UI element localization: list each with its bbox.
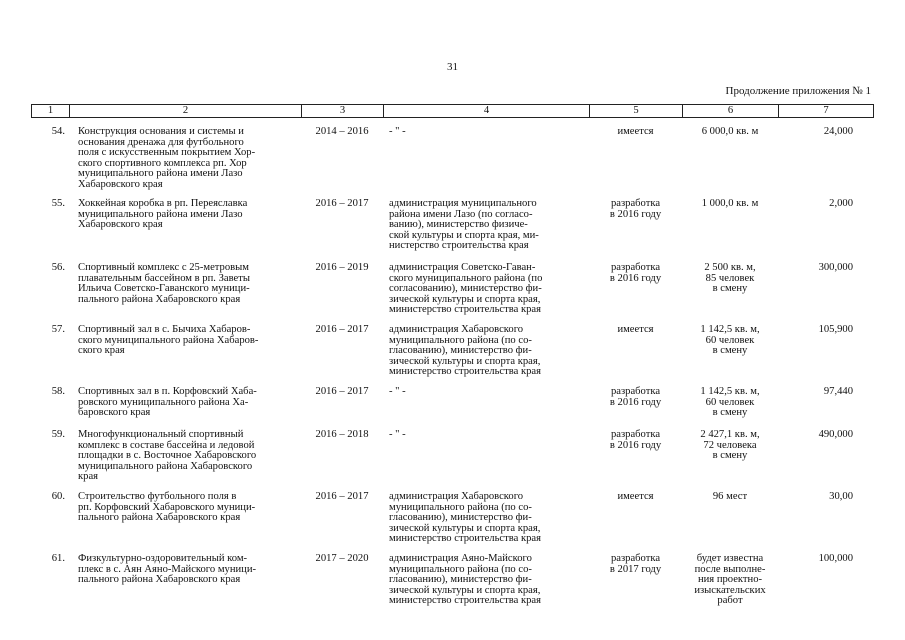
row-number: 59. [51,429,65,440]
object-name: Хоккейная коробка в рп. Переяславка муниципального района имени Лазо Хабаровского края [78,198,248,231]
object-name: Конструкция основания и системы и основания дренажа для футбольного поля с искусственным покрытием Хор- ского спортивного комплекса рп. Хор муниципального района имени Лазо Хабаровского края [78,126,256,190]
executor: - " - [389,429,406,440]
cost-value: 24,000 [823,126,853,137]
cost-value: 300,000 [818,262,853,273]
design-documentation: разработка в 2016 году [609,429,662,451]
design-documentation: имеется [617,324,654,335]
executor: администрация Аяно-Майского муниципального района (по со- гласованию), министерство фи- зической культуры и спорта края, министерство строительства края [389,553,541,607]
row-number: 55. [51,198,65,209]
header-col-2: 2 [70,105,302,118]
executor: администрация Хабаровского муниципального района (по со- гласованию), министерство фи- зической культуры и спорта края, министерство строительства края [389,324,541,378]
row-number: 57. [51,324,65,335]
construction-years: 2016 – 2017 [315,324,369,335]
table-row [31,127,873,199]
table-row [31,492,873,554]
executor: администрация Советско-Гаван- ского муниципального района (по согласованию), министерство фи- зической культуры и спорта края, министерство строительства края [389,262,543,316]
object-name: Спортивный комплекс с 25-метровым плавательным бассейном в рп. Заветы Ильича Советско-Гаванского муници- пального района Хабаровского края [78,262,250,305]
capacity: 6 000,0 кв. м [701,126,759,137]
capacity: 96 мест [712,491,748,502]
continuation-label: Продолжение приложения № 1 [725,85,871,97]
design-documentation: имеется [617,491,654,502]
table-row [31,325,873,387]
object-name: Физкультурно-оздоровительный ком- плекс в с. Аян Аяно-Майского муници- пального района Хабаровского края [78,553,257,586]
table-row [31,263,873,325]
construction-years: 2016 – 2018 [315,429,369,440]
cost-value: 100,000 [818,553,853,564]
table-row [31,554,873,612]
object-name: Строительство футбольного поля в рп. Корфовский Хабаровского муници- пального района Хабаровского края [78,491,256,524]
executor: администрация муниципального района имени Лазо (по согласо- ванию), министерство физиче- ской культуры и спорта края, ми- нистерство строительства края [389,198,539,252]
header-col-3: 3 [302,105,384,118]
column-number-header [31,104,874,118]
construction-years: 2017 – 2020 [315,553,369,564]
design-documentation: разработка в 2016 году [609,386,662,408]
capacity: 2 427,1 кв. м, 72 человека в смену [700,429,760,462]
row-number: 56. [51,262,65,273]
header-col-6: 6 [683,105,779,118]
capacity: 1 142,5 кв. м, 60 человек в смену [700,386,760,419]
capacity: 1 000,0 кв. м [701,198,759,209]
executor: - " - [389,126,406,137]
row-number: 54. [51,126,65,137]
construction-years: 2014 – 2016 [315,126,369,137]
capacity: 1 142,5 кв. м, 60 человек в смену [700,324,760,357]
design-documentation: разработка в 2017 году [609,553,662,575]
construction-years: 2016 – 2019 [315,262,369,273]
cost-value: 490,000 [818,429,853,440]
table-row [31,199,873,263]
design-documentation: разработка в 2016 году [609,198,662,220]
executor: администрация Хабаровского муниципального района (по со- гласованию), министерство фи- зической культуры и спорта края, министерство строительства края [389,491,541,545]
capacity: 2 500 кв. м, 85 человек в смену [704,262,756,295]
object-name: Спортивных зал в п. Корфовский Хаба- ровского муниципального района Ха- баровского края [78,386,257,419]
page-number: 31 [447,61,458,73]
header-col-7: 7 [779,105,874,118]
cost-value: 30,00 [829,491,853,502]
construction-years: 2016 – 2017 [315,491,369,502]
header-col-4: 4 [384,105,590,118]
design-documentation: имеется [617,126,654,137]
cost-value: 105,900 [818,324,853,335]
header-col-5: 5 [590,105,683,118]
cost-value: 2,000 [829,198,853,209]
objects-table [31,127,873,612]
row-number: 60. [51,491,65,502]
row-number: 61. [51,553,65,564]
executor: - " - [389,386,406,397]
construction-years: 2016 – 2017 [315,198,369,209]
table-row [31,430,873,492]
construction-years: 2016 – 2017 [315,386,369,397]
capacity: будет известна после выполне- ния проектно- изыскательских работ [694,553,766,607]
header-col-1: 1 [32,105,70,118]
cost-value: 97,440 [823,386,853,397]
table-row [31,387,873,430]
object-name: Многофункциональный спортивный комплекс в составе бассейна и ледовой площадки в с. Восточное Хабаровского муниципального района Хабаровского края [78,429,257,483]
row-number: 58. [51,386,65,397]
design-documentation: разработка в 2016 году [609,262,662,284]
object-name: Спортивный зал в с. Бычиха Хабаров- ского муниципального района Хабаров- ского края [78,324,259,357]
